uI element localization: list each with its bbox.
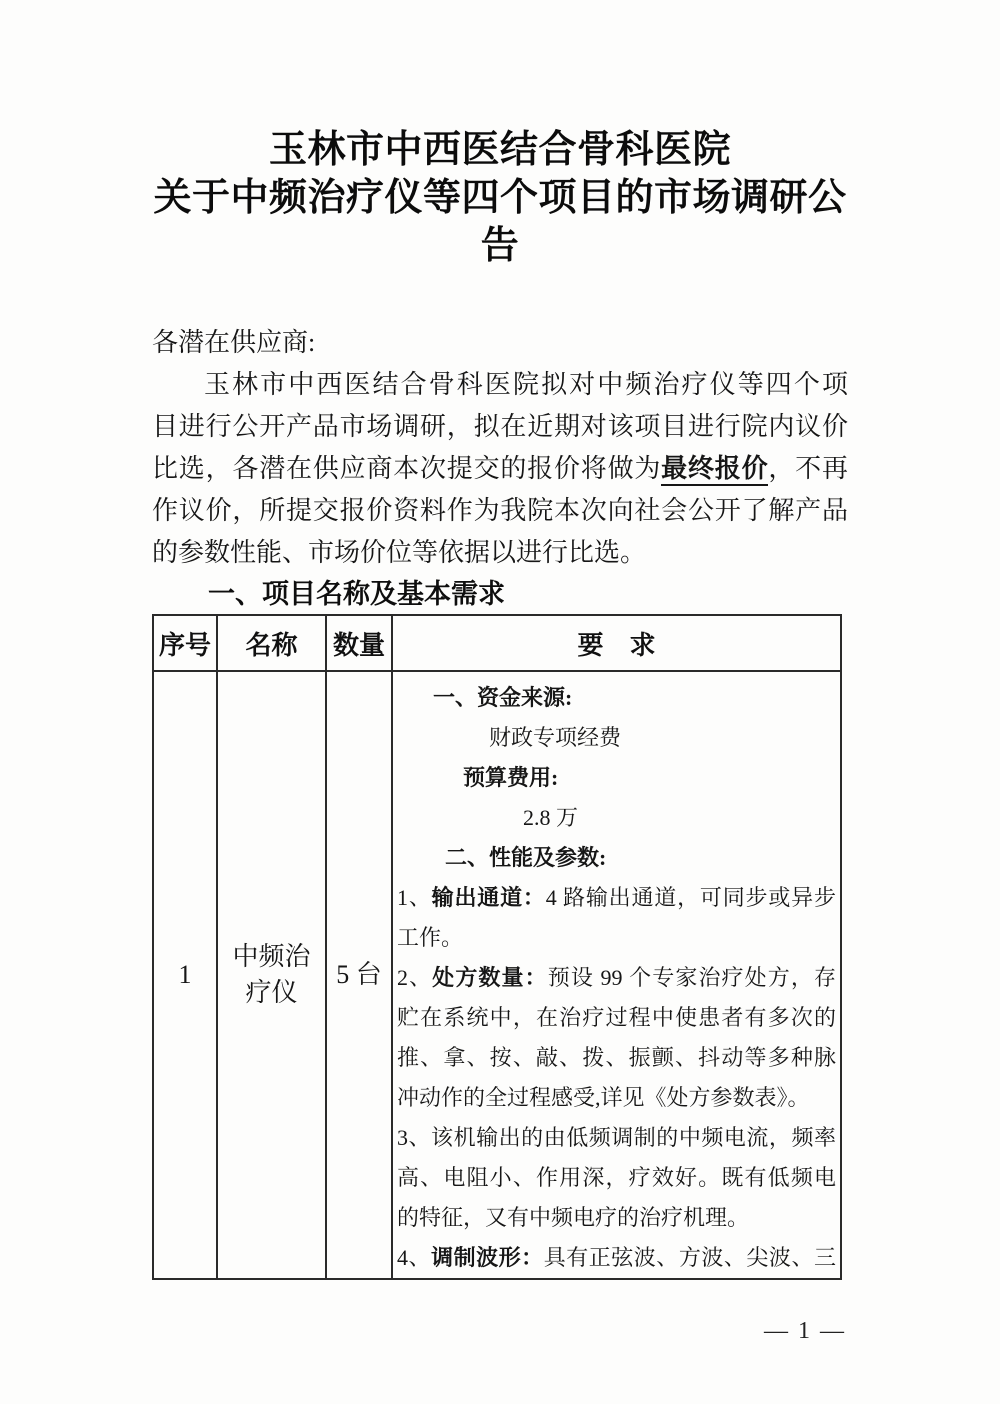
text-segment: 处方数量：: [432, 965, 548, 990]
requirement-line: [397, 678, 836, 718]
text-segment: 输出通道：: [431, 885, 546, 910]
text-segment: 预设 99 个专家治疗处方，存: [547, 965, 836, 990]
requirement-line: [397, 918, 836, 958]
text-segment: 4 路输出通道，可同步或异步: [545, 885, 836, 910]
text-segment: 目进行公开产品市场调研，拟在近期对该项目进行院内议价: [152, 412, 848, 441]
requirement-line: [397, 1078, 836, 1118]
text-segment: 冲动作的全过程感受,详见《处方参数表》。: [397, 1085, 810, 1110]
page-number: — 1 —: [764, 1318, 846, 1344]
text-segment: 调制波形：: [431, 1245, 544, 1270]
text-segment: 推、拿、按、敲、拨、振颤、抖动等多种脉: [397, 1045, 836, 1070]
text-segment: 比选，各潜在供应商本次提交的报价将做为: [152, 454, 662, 483]
cell-requirements: [392, 671, 841, 1279]
document-title: [152, 126, 848, 270]
header-requirements: 要 求: [392, 615, 841, 671]
table-row: [153, 671, 841, 1279]
text-segment: 工作。: [397, 925, 464, 950]
text-segment: 的特征，又有中频电疗的治疗机理。: [397, 1205, 750, 1230]
cell-quantity: 5 台: [326, 671, 392, 1279]
requirement-line: [397, 758, 836, 798]
text-segment: 玉林市中西医结合骨科医院拟对中频治疗仪等四个项: [204, 370, 848, 399]
table-header-row: [153, 615, 841, 671]
text-segment: 一、资金来源:: [433, 685, 573, 710]
text-segment: 4、: [397, 1245, 432, 1270]
requirement-line: [397, 1118, 836, 1158]
requirement-line: [397, 878, 836, 918]
requirements-table: [152, 614, 842, 1280]
text-segment: 1、: [397, 885, 432, 910]
requirement-line: [397, 1038, 836, 1078]
requirement-line: [397, 958, 836, 998]
header-name: 名称: [217, 615, 326, 671]
text-segment: 高、电阻小、作用深，疗效好。既有低频电: [397, 1165, 836, 1190]
text-segment: 2.8 万: [523, 805, 579, 830]
document-title-line2: 关于中频治疗仪等四个项目的市场调研公告: [153, 177, 847, 267]
intro-line: [152, 532, 848, 574]
header-seq: 序号: [153, 615, 217, 671]
text-segment: 作议价，所提交报价资料作为我院本次向社会公开了解产品: [152, 496, 848, 525]
intro-line: [152, 364, 848, 406]
intro-line: [152, 406, 848, 448]
text-segment: 具有正弦波、方波、尖波、三: [543, 1245, 836, 1270]
requirement-line: [397, 1198, 836, 1238]
requirement-line: [397, 998, 836, 1038]
text-segment: 最终报价: [661, 454, 768, 486]
intro-line: [152, 490, 848, 532]
document-title-line1: 玉林市中西医结合骨科医院: [268, 129, 731, 171]
requirement-line: [397, 718, 836, 758]
text-segment: 2、: [397, 965, 433, 990]
requirement-line: [397, 1238, 836, 1278]
header-quantity: 数量: [326, 615, 392, 671]
requirement-line: [397, 838, 836, 878]
salutation: 各潜在供应商:: [152, 328, 316, 357]
text-segment: 3、该机输出的由低频调制的中频电流，频率: [397, 1125, 836, 1150]
text-segment: ，不再: [768, 454, 848, 483]
intro-line: [152, 448, 848, 490]
text-segment: 二、性能及参数:: [445, 845, 607, 870]
cell-seq: 1: [153, 671, 217, 1279]
text-segment: 预算费用:: [463, 765, 559, 790]
section-heading: 一、项目名称及基本需求: [208, 579, 505, 609]
text-segment: 贮在系统中，在治疗过程中使患者有多次的: [397, 1005, 836, 1030]
requirement-line: [397, 1158, 836, 1198]
text-segment: 的参数性能、市场价位等依据以进行比选。: [152, 538, 647, 567]
intro-paragraph: [152, 364, 848, 574]
text-segment: 财政专项经费: [489, 725, 622, 750]
cell-name: 中频治疗仪: [217, 671, 326, 1279]
requirement-line: [397, 798, 836, 838]
